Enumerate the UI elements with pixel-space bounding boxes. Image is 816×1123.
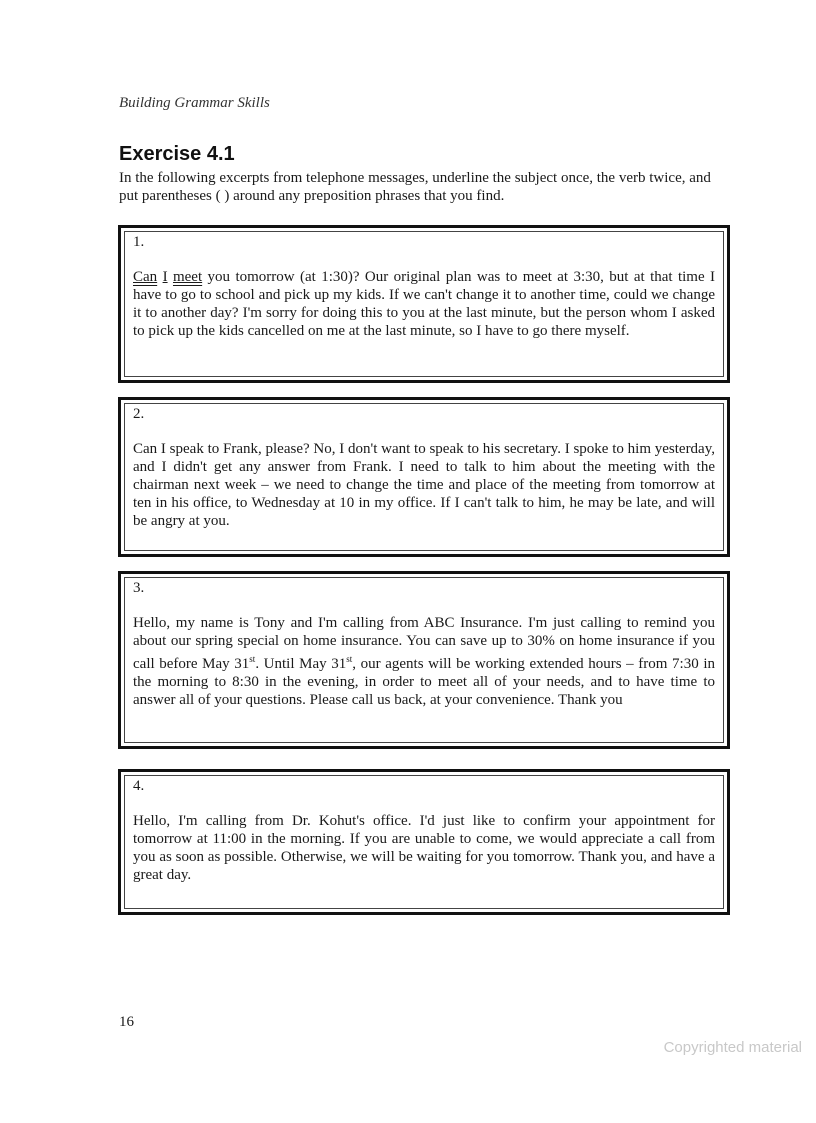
message-number: 4. [133, 778, 145, 794]
message-number: 2. [133, 406, 145, 422]
message-box-1 [118, 225, 730, 383]
message-text [133, 614, 715, 709]
underlined-subject: I [162, 269, 168, 285]
exercise-instructions: In the following excerpts from telephone messages, underline the subject once, the verb twice, and put parentheses ( ) around any preposition phrases that you find. [119, 170, 711, 204]
message-text: Can I speak to Frank, please? No, I don't want to speak to his secretary. I spoke to him yesterday, and I didn't get any answer from Frank. I need to talk to him about the meeting with the chairman next week – we need to change the time and place of the meeting from tomorrow at ten in his office, to Wednesday at 10 in my office. If I can't talk to him, he may be late, and will be angry at you. [133, 441, 715, 529]
message-number: 1. [133, 234, 145, 250]
ordinal-suffix: st [249, 654, 256, 664]
message-box-2 [118, 397, 730, 557]
message-body-part: Hello, my name is Tony and I'm calling from ABC Insurance. I'm just calling to remind you about our spring special on home insurance. You can save up to 30% on home insurance if you call before May 31 [133, 615, 715, 672]
ordinal-suffix: st [346, 654, 353, 664]
message-body-part: . Until May 31 [255, 656, 347, 672]
underlined-verb: meet [172, 269, 203, 285]
message-text [133, 268, 715, 340]
message-box-3 [118, 571, 730, 749]
page-number: 16 [119, 1014, 134, 1030]
message-text: Hello, I'm calling from Dr. Kohut's office. I'd just like to confirm your appointment for tomorrow at 11:00 in the morning. If you are unable to come, we would appreciate a call from you as soon as possible. Otherwise, we will be waiting for you tomorrow. Thank you, and have a great day. [133, 813, 715, 883]
message-body: you tomorrow (at 1:30)? Our original plan was to meet at 3:30, but at that time I have to go to school and pick up my kids. If we can't change it to another time, could we change it to another day? I'm sorry for doing this to you at the last minute, but the person whom I asked to pick up the kids cancelled on me at the last minute, so I have to go there myself. [133, 269, 716, 339]
exercise-title: Exercise 4.1 [119, 143, 235, 165]
message-body-part: , our agents will be working extended hours – from 7:30 in the morning to 8:30 in the evening, in order to meet all of your needs, and to have time to answer all of your questions. Please call us back, at your convenience. Thank you [133, 656, 715, 708]
running-header: Building Grammar Skills [119, 95, 270, 111]
message-number: 3. [133, 580, 145, 596]
copyright-watermark: Copyrighted material [663, 1039, 802, 1056]
underlined-verb: Can [133, 269, 158, 285]
message-box-4 [118, 769, 730, 915]
